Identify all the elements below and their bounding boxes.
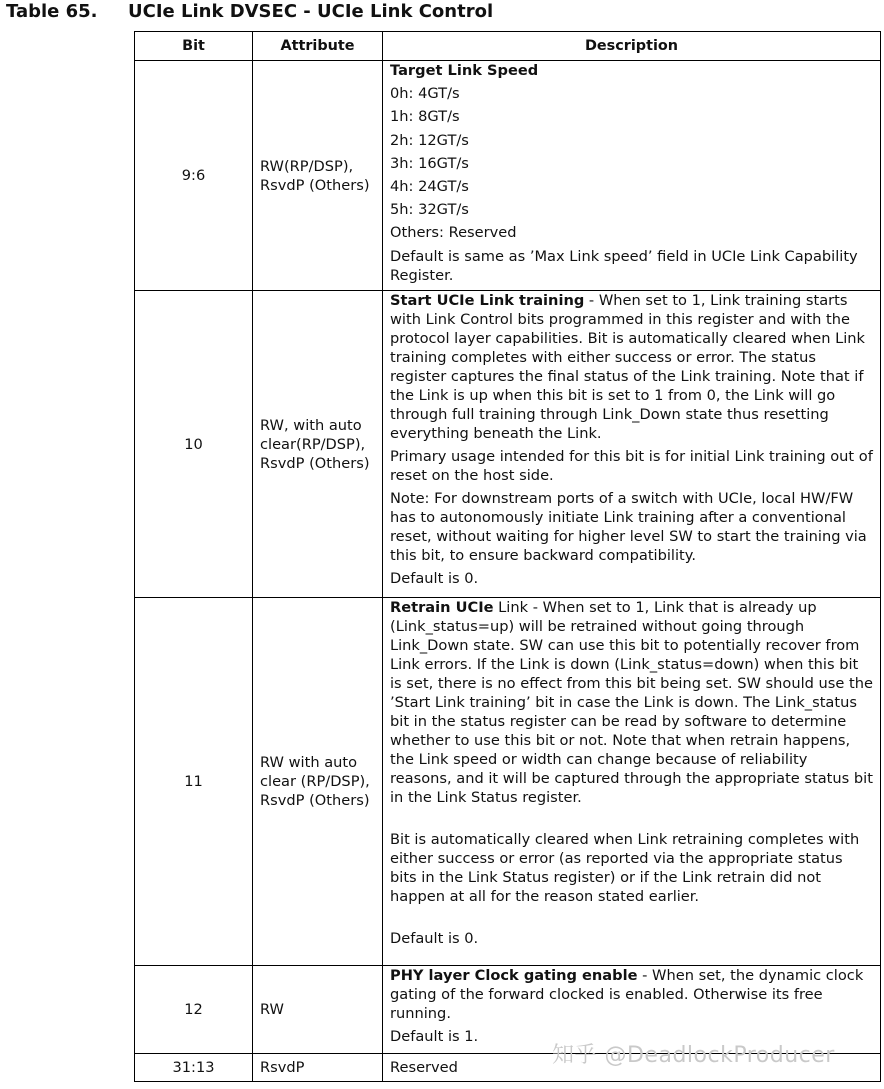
attribute-cell: RW [253, 966, 383, 1054]
field-text: - When set to 1, Link training starts with Link Control bits programmed in this register and with the protocol layer capabilities. Bit is automatically cleared when Link training completes with either success or error. The status register captures the final status of the Link training. Note that if the Link is up when this bit is set to 1 from 0, the Link will go through full training through Link_Down state thus resetting everything beneath the Link. [390, 292, 866, 442]
table-row [135, 291, 881, 598]
list-item: 0h: 4GT/s [390, 85, 460, 103]
header-bit: Bit [135, 32, 253, 61]
field-title: PHY layer Clock gating enable [390, 967, 638, 984]
list-item: 1h: 8GT/s [390, 108, 460, 126]
bit-cell: 9:6 [135, 61, 253, 291]
description-paragraph [390, 966, 873, 1023]
attribute-cell: RW, with auto clear(RP/DSP), RsvdP (Others) [253, 291, 383, 598]
bit-cell: 11 [135, 598, 253, 966]
field-title: Target Link Speed [390, 62, 539, 79]
default-text: Default is 0. [390, 570, 479, 587]
table-caption [6, 0, 493, 24]
header-description: Description [383, 32, 881, 61]
default-text: Default is 0. [390, 930, 479, 947]
field-text: Link - When set to 1, Link that is already up (Link_status=up) will be retrained without going through Link_Down state. SW can use this bit to potentially recover from Link errors. If the Link is down (Link_status=down) when this bit is set, there is no effect from this bit being set. SW should use the ’Start Link training’ bit in case the Link is down. The Link_status bit in the status register can be read by software to determine whether to use this bit or not. Note that when retrain happens, the Link speed or width can change because of reliability reasons, and it will be captured through the appropriate status bit in the Link Status register. [390, 599, 873, 806]
description-cell [383, 291, 881, 598]
description-paragraph [390, 291, 873, 443]
header-attribute: Attribute [253, 32, 383, 61]
attribute-cell: RW with auto clear (RP/DSP), RsvdP (Others) [253, 598, 383, 966]
default-text: Default is same as ’Max Link speed’ field in UCIe Link Capability Register. [390, 247, 858, 284]
description-paragraph: Note: For downstream ports of a switch with UCIe, local HW/FW has to autonomously initiate Link training after a conventional reset, without waiting for higher level SW to start the training via this bit, to ensure backward compatibility. [390, 490, 867, 564]
description-paragraph: Primary usage intended for this bit is for initial Link training out of reset on the host side. [390, 448, 873, 484]
table-row [135, 61, 881, 291]
description-cell [383, 598, 881, 966]
table-title: UCIe Link DVSEC - UCIe Link Control [128, 1, 494, 22]
list-item: 4h: 24GT/s [390, 178, 469, 196]
default-text: Default is 1. [390, 1028, 479, 1045]
list-item: 2h: 12GT/s [390, 131, 469, 149]
bit-cell: 31:13 [135, 1054, 253, 1082]
list-item: Others: Reserved [390, 224, 517, 242]
field-text: - When set, the dynamic clock gating of the forward clocked is enabled. Otherwise its free running. [390, 967, 864, 1022]
table-number: Table 65. [6, 1, 98, 22]
table-row [135, 598, 881, 966]
attribute-cell: RsvdP [253, 1054, 383, 1082]
description-cell: Reserved [383, 1054, 881, 1082]
header-row [135, 32, 881, 61]
description-cell [383, 61, 881, 291]
description-paragraph: Bit is automatically cleared when Link retraining completes with either success or error (as reported via the appropriate status bits in the Link Status register) or if the Link retrain did not happen at all for the reason stated earlier. [390, 831, 860, 905]
watermark: 知乎 @DeadlockProducer [552, 1043, 835, 1068]
list-item: 3h: 16GT/s [390, 154, 469, 172]
field-title: Start UCIe Link training [390, 292, 585, 309]
description-paragraph [390, 598, 873, 807]
bit-cell: 12 [135, 966, 253, 1054]
attribute-cell: RW(RP/DSP), RsvdP (Others) [253, 61, 383, 291]
field-title: Retrain UCIe [390, 599, 494, 616]
register-table [134, 31, 881, 1082]
bit-cell: 10 [135, 291, 253, 598]
list-item: 5h: 32GT/s [390, 201, 469, 219]
